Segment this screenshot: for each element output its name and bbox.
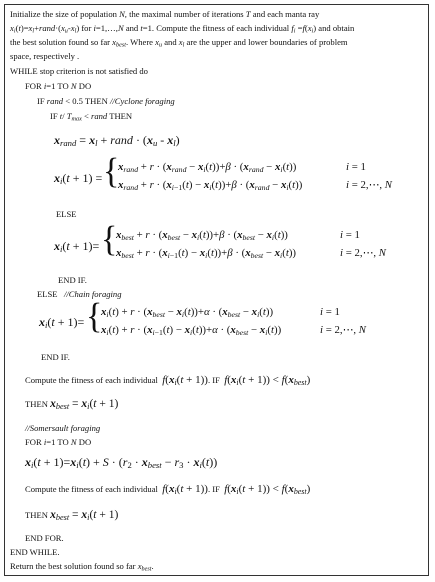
then-line-1: THEN $x_{best} = x_i(t + 1)$ [25, 398, 119, 412]
eq3-row-1: $x_i(t) + r \cdot (x_{best} - x_i(t))+\alpha \cdot (x_{best} - x_i(t))$ [101, 306, 274, 319]
endif-line-1: END IF. [58, 275, 87, 285]
eq3-row-2: $x_i(t) + r \cdot (x_{i-1}(t) - x_i(t))+\alpha \cdot (x_{best} - x_i(t))$ [101, 324, 282, 337]
eq2-brace: { [101, 220, 118, 259]
return-line: Return the best solution found so far $x_{best}$. [10, 561, 154, 573]
eq3-case-2: i = 2,⋯, N [320, 324, 366, 336]
xrand-equation: $x_{rand} = x_l$ + rand · $(x_u - x_l)$ [54, 133, 180, 149]
eq3-brace: { [86, 297, 103, 336]
eq1-case-1: i = 1 [346, 161, 366, 173]
eq1-brace: { [103, 152, 120, 191]
eq2-row-1: $x_{best} + r \cdot (x_{best} - x_i(t))+\beta \cdot (x_{best} - x_i(t))$ [116, 229, 288, 242]
eq1-row-1: $x_{rand} + r \cdot (x_{rand} - x_i(t))+\beta \cdot (x_{rand} - x_i(t))$ [118, 161, 297, 174]
for-line-2: FOR i=1 TO N DO [25, 437, 92, 447]
for-line-1: FOR i=1 TO N DO [25, 81, 92, 91]
init-line-1: Initialize the size of population N, the maximal number of iterations T and each manta ray [10, 9, 320, 19]
init-line-2: $x_i(t)=x_l+rand\cdot(x_u-x_l)$ for i=1,…,N and t=1. Compute the fitness of each individual $f_i =f(x_i)$ and obtain [10, 23, 355, 35]
eq2-row-2: $x_{best} + r \cdot (x_{i-1}(t) - x_i(t))+\beta \cdot (x_{best} - x_i(t))$ [116, 247, 297, 260]
else-chain-line: ELSE //Chain foraging [37, 289, 122, 299]
then-line-2: THEN $x_{best} = x_i(t + 1)$ [25, 509, 119, 523]
eq2-case-2: i = 2,⋯, N [340, 247, 386, 259]
while-line: WHILE stop criterion is not satisfied do [10, 66, 148, 76]
eq1-case-2: i = 2,⋯, N [346, 179, 392, 191]
endif-line-2: END IF. [41, 352, 70, 362]
somersault-comment: //Somersault foraging [25, 423, 101, 433]
endwhile-line: END WHILE. [10, 547, 60, 557]
compute-line-1: Compute the fitness of each individual $f(x_i(t + 1))$. IF $f(x_i(t + 1)) < f(x_{best})$ [25, 374, 311, 387]
eq2-case-1: i = 1 [340, 229, 360, 241]
init-line-4: space, respectively . [10, 51, 80, 61]
compute-line-2: Compute the fitness of each individual $f(x_i(t + 1))$. IF $f(x_i(t + 1)) < f(x_{best})$ [25, 483, 311, 496]
eq4-equation: $x_i(t + 1)=x_i(t) + S \cdot (r_2 \cdot x_{best} - r_3 \cdot x_i(t))$ [25, 455, 218, 471]
eq3-lhs: $x_i(t + 1)=$ [39, 315, 85, 331]
eq1-lhs: $x_i(t + 1)$ = [54, 171, 103, 187]
if-ratio-line: IF t/ $T_{max}$ < rand THEN [50, 111, 133, 123]
eq1-row-2: $x_{rand} + r \cdot (x_{i-1}(t) - x_i(t))+\beta \cdot (x_{rand} - x_i(t))$ [118, 179, 303, 192]
else-line-1: ELSE [56, 209, 77, 219]
eq2-lhs: $x_i(t + 1)=$ [54, 239, 100, 255]
eq3-case-1: i = 1 [320, 306, 340, 318]
if-rand-line: IF rand < 0.5 THEN //Cyclone foraging [37, 96, 175, 106]
endfor-line: END FOR. [25, 533, 64, 543]
init-line-3: the best solution found so far $x_{best}$. Where $x_u$ and $x_l$ are the upper and lower boundaries of problem [10, 37, 348, 49]
